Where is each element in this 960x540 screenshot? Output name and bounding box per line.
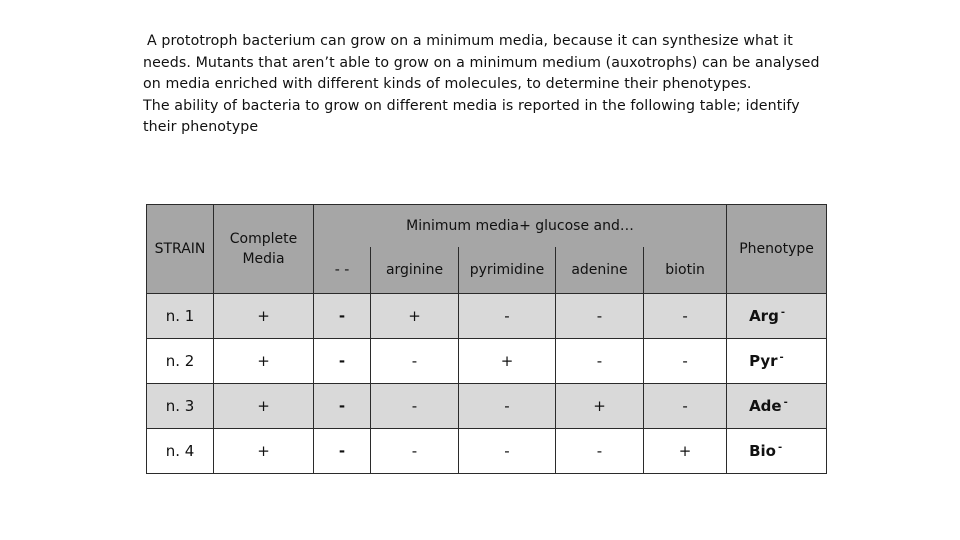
- growth-cell: -: [371, 429, 459, 474]
- growth-cell: -: [371, 384, 459, 429]
- growth-cell: -: [644, 384, 727, 429]
- header-sub-adenine: adenine: [556, 247, 644, 294]
- header-sub-arginine: arginine: [371, 247, 459, 294]
- intro-paragraph-1: A prototroph bacterium can grow on a minimum media, because it can synthesize what it needs. Mutants that aren’t able to grow on a minimum medium (auxotrophs) can be analysed on media enriched with different kinds of molecules, to determine their phenotypes.: [143, 33, 820, 92]
- growth-cell: -: [459, 429, 556, 474]
- growth-cell: -: [371, 339, 459, 384]
- strain-cell: n. 4: [147, 429, 214, 474]
- strain-cell: n. 1: [147, 294, 214, 339]
- strain-cell: n. 2: [147, 339, 214, 384]
- header-strain: STRAIN: [147, 205, 214, 294]
- header-phenotype: Phenotype: [727, 205, 827, 294]
- growth-cell: +: [644, 429, 727, 474]
- complete-cell: +: [214, 429, 314, 474]
- header-minimum-media: Minimum media+ glucose and…: [314, 205, 727, 248]
- growth-cell: +: [556, 384, 644, 429]
- growth-table: [146, 204, 827, 474]
- growth-cell: -: [556, 429, 644, 474]
- strain-cell: n. 3: [147, 384, 214, 429]
- intro-paragraph-2: The ability of bacteria to grow on different media is reported in the following table; identify their phenotype: [143, 97, 800, 135]
- growth-cell: -: [644, 339, 727, 384]
- header-complete-media: Complete Media: [214, 205, 314, 294]
- growth-cell: -: [314, 339, 371, 384]
- header-sub-none: - -: [314, 247, 371, 294]
- growth-cell: -: [314, 384, 371, 429]
- growth-cell: -: [556, 294, 644, 339]
- header-sub-biotin: biotin: [644, 247, 727, 294]
- growth-cell: -: [556, 339, 644, 384]
- growth-cell: -: [314, 294, 371, 339]
- complete-cell: +: [214, 294, 314, 339]
- growth-cell: -: [459, 384, 556, 429]
- phenotype-cell: Ade -: [727, 384, 827, 429]
- phenotype-cell: Arg -: [727, 294, 827, 339]
- table-row: [147, 294, 827, 339]
- growth-cell: +: [371, 294, 459, 339]
- table-row: [147, 429, 827, 474]
- table-row: [147, 384, 827, 429]
- table-row: [147, 339, 827, 384]
- complete-cell: +: [214, 339, 314, 384]
- header-sub-pyrimidine: pyrimidine: [459, 247, 556, 294]
- complete-cell: +: [214, 384, 314, 429]
- growth-cell: -: [314, 429, 371, 474]
- phenotype-cell: Pyr -: [727, 339, 827, 384]
- intro-text: [143, 31, 833, 139]
- phenotype-cell: Bio -: [727, 429, 827, 474]
- growth-cell: -: [644, 294, 727, 339]
- growth-cell: +: [459, 339, 556, 384]
- growth-cell: -: [459, 294, 556, 339]
